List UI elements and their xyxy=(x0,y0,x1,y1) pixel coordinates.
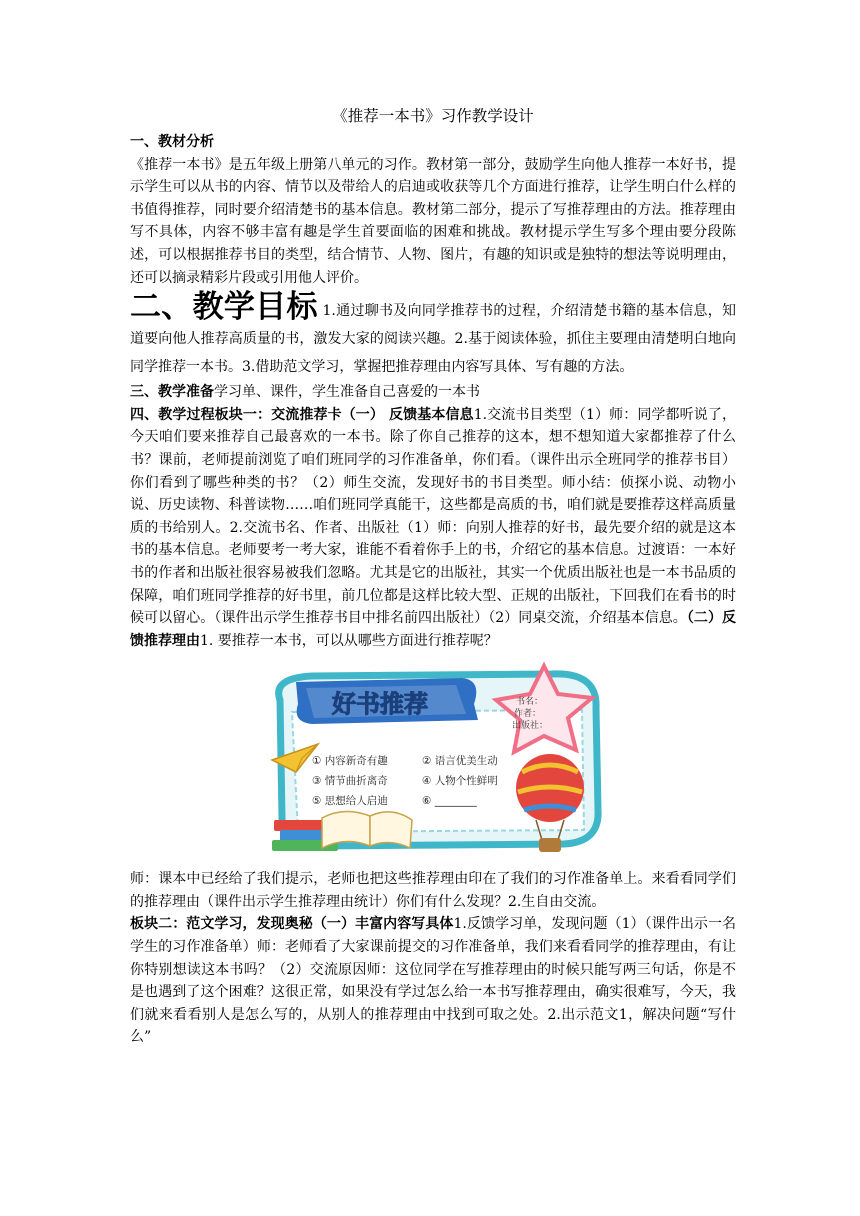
book-recommend-card-image xyxy=(130,660,736,860)
section3-paragraph xyxy=(130,381,736,404)
card-item-4: ④ 人物个性鲜明 xyxy=(422,775,498,788)
section4-body: 1.交流书目类型（1）师：同学都听说了，今天咱们要来推荐自己最喜欢的一本书。除了你自己推荐的这本，想不想知道大家都推荐了什么书？课前，老师提前浏览了咱们班同学的习作准备单，你们看。（课件出示全班同学的推荐书目）你们看到了哪些种类的书？（2）师生交流，发现好书的书目类型。师小结：侦探小说、动物小说、历史读物、科普读物……咱们班同学真能干，这些都是高质的书，咱们就是要推荐这样高质量质的书给别人。2.交流书名、作者、出版社（1）师：向别人推荐的好书，最先要介绍的就是这本书的基本信息。老师要考一考大家，谁能不看着你手上的书，介绍它的基本信息。过渡语：一本好书的作者和出版社很容易被我们忽略。尤其是它的出版社，其实一个优质出版社也是一本书品质的保障，咱们班同学推荐的好书里，前几位都是这样比较大型、正规的出版社，下回我们在看书的时候可以留心。（课件出示学生推荐书目中排名前四出版社）（2）同桌交流，介绍基本信息。 xyxy=(130,406,737,627)
card-item-3: ③ 情节曲折离奇 xyxy=(312,775,388,788)
card-field-name: 书名： xyxy=(516,697,544,708)
section-heading xyxy=(130,131,736,154)
card-item-1: ① 内容新奇有趣 xyxy=(312,755,388,768)
section4-heading: 四、教学过程板块一：交流推荐卡（一） 反馈基本信息 xyxy=(130,406,474,423)
section5-body: 1.反馈学习单，发现问题（1）（课件出示一名学生的习作准备单）师：老师看了大家课前提交的习作准备单，我们来看看同学的推荐理由，有让你特别想读这本书吗？（2）交流原因师：这位同学在写推荐理由的时候只能写两三句话，你是不是也遇到了这个困难？这很正常，如果没有学过怎么给一本书写推荐理由，确实很难写，今天，我们就来看看别人是怎么写的，从别人的推荐理由中找到可取之处。2.出示范文1，解决问题“写什么” xyxy=(130,916,737,1046)
document-content xyxy=(130,104,736,1049)
card-item-5: ⑤ 思想给人启迪 xyxy=(312,795,388,808)
document-title: 《推荐一本书》习作教学设计 xyxy=(332,107,534,125)
section5-heading: 板块二：范文学习，发现奥秘（一）丰富内容写具体 xyxy=(130,916,454,933)
teacher-paragraph: 师：课本中已经给了我们提示，老师也把这些推荐理由印在了我们的习作准备单上。来看看同学们的推荐理由（课件出示学生推荐理由统计）你们有什么发现？2.生自由交流。 xyxy=(130,871,736,910)
section3-heading: 三、教学准备 xyxy=(130,384,214,401)
card-item-2: ② 语言优美生动 xyxy=(422,755,498,768)
section5-paragraph xyxy=(130,913,736,1049)
card-item-6: ⑥ ________ xyxy=(422,795,477,808)
section4-body2: 1. 要推荐一本书，可以从哪些方面进行推荐呢？ xyxy=(200,632,498,649)
card-field-publisher: 出版社： xyxy=(512,721,549,732)
book-recommend-card xyxy=(252,660,614,860)
card-title: 好书推荐 xyxy=(332,690,428,719)
section1-heading: 一、教材分析 xyxy=(130,134,214,150)
card-field-author: 作者： xyxy=(514,709,542,720)
section4-subheading: （二）反馈推荐理由 xyxy=(130,610,737,649)
section1-body: 《推荐一本书》是五年级上册第八单元的习作。教材第一部分，鼓励学生向他人推荐一本好书，提示学生可以从书的内容、情节以及带给人的启迪或收获等几个方面进行推荐，让学生明白什么样的书值得推荐，同时要介绍清楚书的基本信息。教材第二部分，提示了写推荐理由的方法。推荐理由写不具体，内容不够丰富有趣是学生首要面临的困难和挑战。教材提示学生写多个理由要分段陈述，可以根据推荐书目的类型，结合情节、人物、图片，有趣的知识或是独特的想法等说明理由，还可以摘录精彩片段或引用他人评价。 xyxy=(130,156,736,286)
section3-body: 学习单、课件，学生准备自己喜爱的一本书 xyxy=(214,384,480,401)
section2-heading: 二、教学目标 xyxy=(130,289,318,326)
section2-paragraph xyxy=(130,289,736,381)
section4-paragraph xyxy=(130,404,736,653)
section2-body: 1.通过聊书及向同学推荐书的过程，介绍清楚书籍的基本信息，知道要向他人推荐高质量的书，激发大家的阅读兴趣。2.基于阅读体验，抓住主要理由清楚明白地向同学推荐一本书。3.借助范文学习，掌握把推荐理由内容写具体、写有趣的方法。 xyxy=(130,303,737,376)
